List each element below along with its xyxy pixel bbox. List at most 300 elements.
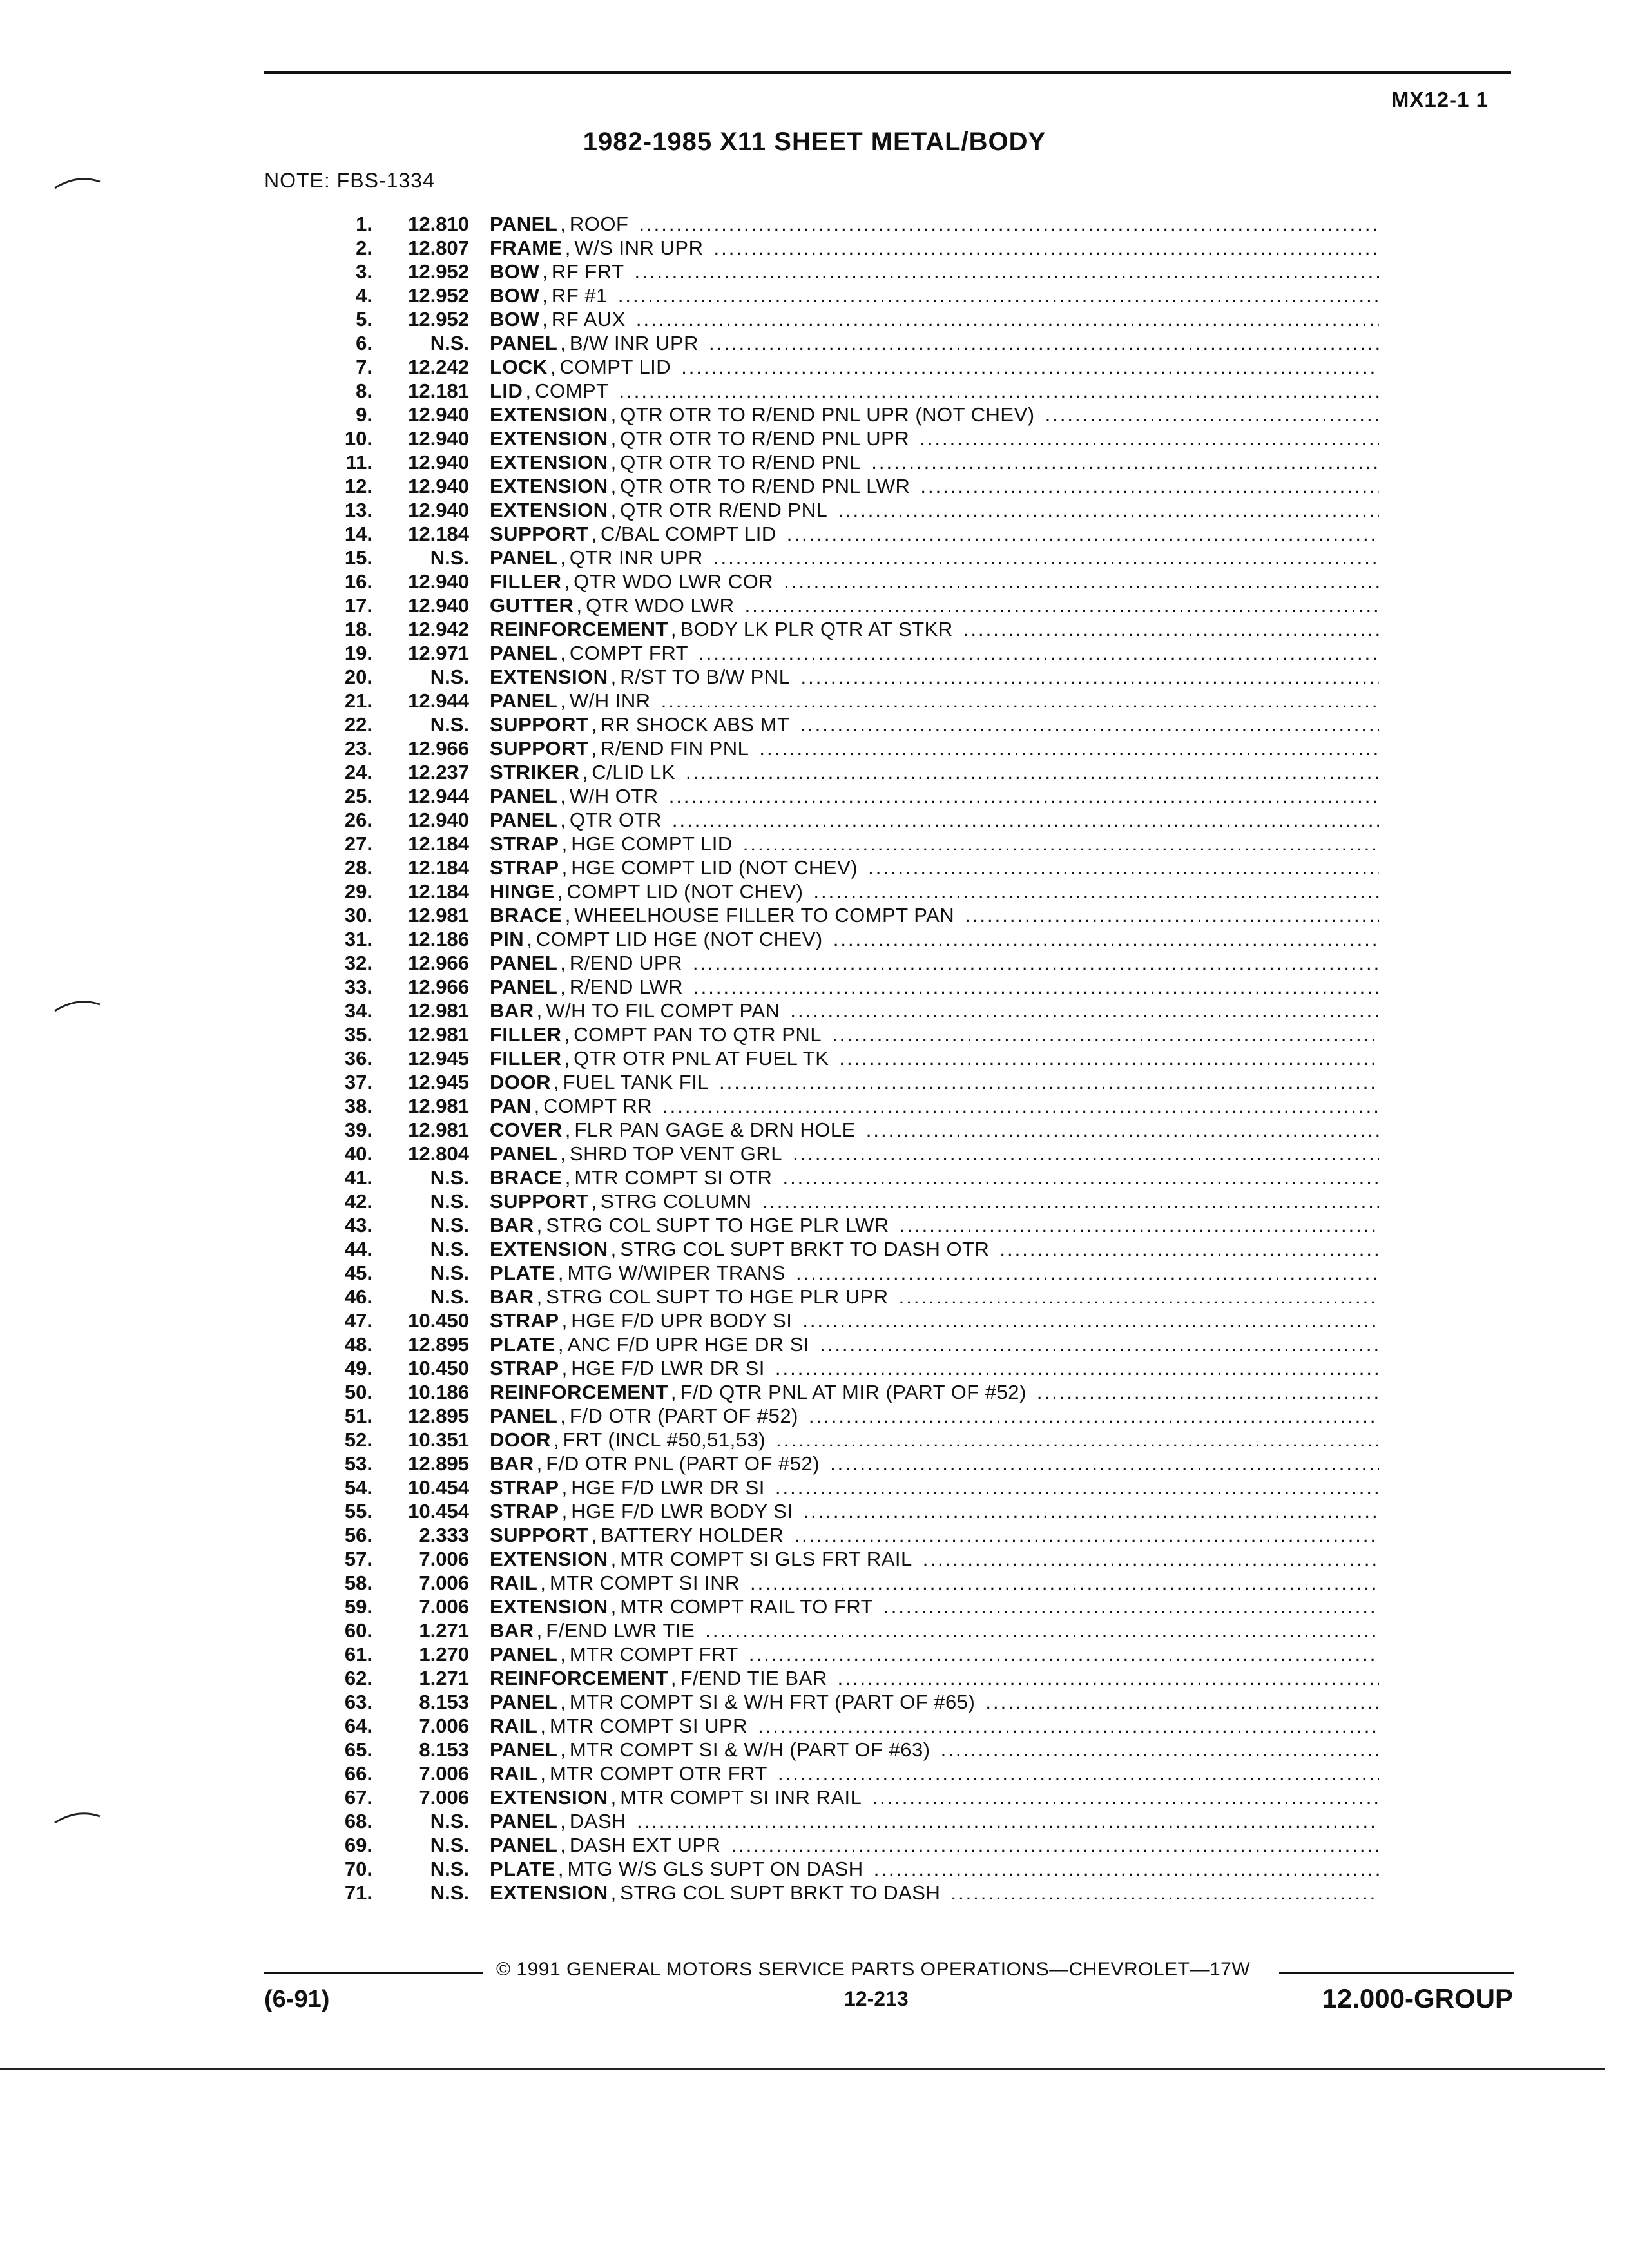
part-description: MTR COMPT RAIL TO FRT	[620, 1595, 874, 1618]
part-row	[284, 1571, 1379, 1595]
part-name: BAR	[490, 1285, 534, 1308]
dot-leader	[787, 523, 1379, 546]
group-number: 12.181	[408, 380, 469, 402]
separator: ,	[560, 1643, 566, 1666]
part-name: BAR	[490, 1452, 534, 1475]
part-description: HGE COMPT LID (NOT CHEV)	[571, 856, 858, 879]
group-number: 12.895	[408, 1405, 469, 1427]
part-description: QTR OTR	[569, 809, 662, 831]
dot-leader	[693, 975, 1379, 999]
part-description: ROOF	[569, 213, 629, 235]
part-number: 71.	[344, 1881, 372, 1904]
group-number: 12.807	[408, 236, 469, 259]
group-number: N.S.	[430, 1238, 469, 1260]
part-name: COVER	[490, 1119, 563, 1141]
part-description: QTR WDO LWR	[586, 594, 735, 617]
group-number: 12.940	[408, 403, 469, 426]
dot-leader	[883, 1595, 1379, 1619]
part-description: C/LID LK	[592, 761, 675, 783]
part-description: MTR COMPT FRT	[569, 1643, 738, 1666]
part-row	[284, 761, 1379, 785]
part-number: 61.	[344, 1643, 372, 1666]
separator: ,	[536, 1214, 543, 1236]
part-number: 32.	[344, 952, 372, 974]
part-description: HGE F/D UPR BODY SI	[571, 1309, 793, 1332]
punch-mark	[52, 995, 103, 1015]
part-number: 17.	[344, 594, 372, 617]
dot-leader	[681, 356, 1379, 379]
part-description: ANC F/D UPR HGE DR SI	[567, 1333, 810, 1356]
part-description: QTR OTR PNL AT FUEL TK	[574, 1047, 829, 1070]
separator: ,	[610, 1595, 617, 1618]
group-number: N.S.	[430, 1285, 469, 1308]
dot-leader	[820, 1333, 1379, 1356]
part-number: 11.	[345, 451, 372, 474]
dot-leader	[985, 1691, 1379, 1714]
part-number: 2.	[356, 236, 372, 259]
part-description: MTR COMPT SI & W/H (PART OF #63)	[569, 1738, 930, 1761]
part-row	[284, 928, 1379, 952]
part-name: RAIL	[490, 1762, 538, 1785]
part-name: BOW	[490, 260, 540, 283]
separator: ,	[560, 546, 566, 569]
group-number: 10.450	[408, 1357, 469, 1379]
note: NOTE: FBS-1334	[264, 169, 435, 192]
part-number: 53.	[344, 1452, 372, 1475]
part-row	[284, 832, 1379, 856]
part-number: 50.	[344, 1381, 372, 1403]
part-row	[284, 356, 1379, 380]
group-number: 12.952	[408, 284, 469, 307]
separator: ,	[525, 380, 532, 402]
part-number: 67.	[344, 1786, 372, 1809]
dot-leader	[941, 1738, 1379, 1762]
separator: ,	[610, 427, 617, 450]
part-name: BAR	[490, 1619, 534, 1642]
dot-leader	[699, 642, 1379, 665]
part-description: QTR INR UPR	[569, 546, 703, 569]
separator: ,	[564, 1023, 570, 1046]
group-number: N.S.	[430, 546, 469, 569]
part-number: 27.	[344, 832, 372, 855]
part-name: REINFORCEMENT	[490, 1667, 668, 1689]
part-row	[284, 689, 1379, 713]
part-number: 4.	[356, 284, 372, 307]
part-description: W/S INR UPR	[574, 236, 704, 259]
part-row	[284, 1643, 1379, 1667]
bottom-rule	[0, 2068, 1605, 2070]
part-number: 60.	[344, 1619, 372, 1642]
separator: ,	[554, 1071, 559, 1093]
part-name: EXTENSION	[490, 666, 608, 688]
part-description: MTG W/WIPER TRANS	[567, 1262, 786, 1284]
part-row	[284, 1858, 1379, 1881]
dot-leader	[813, 880, 1379, 903]
part-number: 69.	[344, 1834, 372, 1856]
part-name: PANEL	[490, 1405, 558, 1427]
part-name: BRACE	[490, 904, 563, 927]
dot-leader	[1045, 403, 1379, 427]
part-description: R/END UPR	[569, 952, 682, 974]
group-number: 12.945	[408, 1071, 469, 1093]
dot-leader	[793, 1142, 1379, 1166]
separator: ,	[561, 1500, 568, 1523]
group-number: 12.981	[408, 1119, 469, 1141]
part-number: 28.	[344, 856, 372, 879]
part-description: COMPT	[535, 380, 609, 402]
group-number: 8.153	[419, 1738, 469, 1761]
part-name: BOW	[490, 308, 540, 331]
dot-leader	[759, 737, 1379, 760]
part-number: 44.	[344, 1238, 372, 1260]
separator: ,	[536, 1619, 543, 1642]
part-row	[284, 713, 1379, 737]
dot-leader	[794, 1524, 1379, 1547]
separator: ,	[526, 928, 532, 950]
part-row	[284, 1023, 1379, 1047]
part-description: COMPT LID (NOT CHEV)	[566, 880, 804, 903]
part-description: C/BAL COMPT LID	[600, 523, 776, 545]
part-name: STRAP	[490, 1357, 559, 1379]
separator: ,	[564, 1119, 571, 1141]
part-name: STRAP	[490, 1309, 559, 1332]
part-number: 30.	[344, 904, 372, 927]
part-row	[284, 1405, 1379, 1428]
part-description: FLR PAN GAGE & DRN HOLE	[574, 1119, 856, 1141]
group-number: 12.940	[408, 427, 469, 450]
separator: ,	[610, 1238, 617, 1260]
separator: ,	[536, 1285, 543, 1308]
part-name: SUPPORT	[490, 737, 589, 760]
parts-list	[284, 213, 1379, 1905]
group-number: 12.981	[408, 999, 469, 1022]
part-name: PANEL	[490, 809, 558, 831]
separator: ,	[534, 1095, 540, 1117]
part-row	[284, 1500, 1379, 1524]
part-number: 56.	[344, 1524, 372, 1546]
part-number: 68.	[344, 1810, 372, 1832]
part-description: HGE F/D LWR DR SI	[571, 1357, 765, 1379]
part-row	[284, 1428, 1379, 1452]
part-number: 57.	[344, 1548, 372, 1570]
part-number: 64.	[344, 1715, 372, 1737]
separator: ,	[560, 1691, 566, 1713]
group-number: 7.006	[419, 1548, 469, 1570]
part-row	[284, 1452, 1379, 1476]
dot-leader	[802, 1309, 1379, 1332]
group-number: 12.971	[408, 642, 469, 664]
separator: ,	[557, 880, 563, 903]
separator: ,	[610, 475, 617, 497]
part-row	[284, 1333, 1379, 1357]
group-number: 10.454	[408, 1476, 469, 1499]
part-number: 19.	[344, 642, 372, 664]
part-description: DASH	[569, 1810, 627, 1832]
part-row	[284, 451, 1379, 475]
part-row	[284, 975, 1379, 999]
group-number: 12.944	[408, 785, 469, 807]
part-name: EXTENSION	[490, 403, 608, 426]
dot-leader	[784, 570, 1379, 593]
part-number: 20.	[344, 666, 372, 688]
part-name: PANEL	[490, 975, 558, 998]
dot-leader	[803, 1500, 1379, 1523]
separator: ,	[560, 952, 566, 974]
dot-leader	[838, 499, 1379, 522]
part-row	[284, 1738, 1379, 1762]
separator: ,	[542, 260, 548, 283]
part-row	[284, 1285, 1379, 1309]
part-name: BAR	[490, 999, 534, 1022]
part-row	[284, 1667, 1379, 1691]
part-name: FILLER	[490, 1023, 562, 1046]
part-name: SUPPORT	[490, 713, 589, 736]
dot-leader	[800, 666, 1379, 689]
group-number: 7.006	[419, 1715, 469, 1737]
part-description: RR SHOCK ABS MT	[600, 713, 790, 736]
dot-leader	[790, 999, 1379, 1023]
part-row	[284, 737, 1379, 761]
part-description: DASH EXT UPR	[569, 1834, 721, 1856]
part-description: R/ST TO B/W PNL	[620, 666, 791, 688]
part-name: PANEL	[490, 1643, 558, 1666]
part-description: COMPT LID	[559, 356, 671, 378]
part-name: FRAME	[490, 236, 563, 259]
dot-leader	[662, 1095, 1379, 1118]
group-number: N.S.	[430, 1881, 469, 1904]
separator: ,	[557, 1333, 564, 1356]
dot-leader	[868, 856, 1379, 879]
part-name: RAIL	[490, 1715, 538, 1737]
group-number: 12.940	[408, 475, 469, 497]
separator: ,	[564, 1047, 570, 1070]
part-number: 12.	[344, 475, 372, 497]
group-number: N.S.	[430, 1834, 469, 1856]
part-row	[284, 1214, 1379, 1238]
part-description: QTR WDO LWR COR	[574, 570, 774, 593]
separator: ,	[560, 642, 566, 664]
group-number: 12.184	[408, 523, 469, 545]
part-row	[284, 570, 1379, 594]
group-number: N.S.	[430, 1810, 469, 1832]
group-number: N.S.	[430, 666, 469, 688]
sheet-id: MX12-1 1	[1391, 88, 1489, 111]
dot-leader	[920, 427, 1379, 450]
separator: ,	[582, 761, 588, 783]
dot-leader	[775, 1357, 1379, 1380]
separator: ,	[560, 332, 566, 354]
group-number: 10.186	[408, 1381, 469, 1403]
part-number: 35.	[344, 1023, 372, 1046]
separator: ,	[560, 975, 566, 998]
part-number: 42.	[344, 1190, 372, 1213]
group-number: 12.940	[408, 451, 469, 474]
part-row	[284, 1834, 1379, 1858]
part-name: PANEL	[490, 1834, 558, 1856]
part-row	[284, 380, 1379, 403]
part-number: 63.	[344, 1691, 372, 1713]
separator: ,	[560, 1810, 566, 1832]
part-number: 5.	[356, 308, 372, 331]
group-number: 2.333	[419, 1524, 469, 1546]
part-number: 29.	[344, 880, 372, 903]
dot-leader	[775, 1476, 1379, 1499]
part-description: RF AUX	[551, 308, 626, 331]
part-row	[284, 952, 1379, 975]
part-description: STRG COL SUPT TO HGE PLR UPR	[546, 1285, 889, 1308]
part-row	[284, 904, 1379, 928]
part-name: DOOR	[490, 1071, 551, 1093]
dot-leader	[637, 1810, 1379, 1833]
part-number: 24.	[344, 761, 372, 783]
part-row	[284, 785, 1379, 809]
part-row	[284, 1142, 1379, 1166]
part-number: 65.	[344, 1738, 372, 1761]
part-number: 16.	[344, 570, 372, 593]
punch-mark	[52, 1807, 103, 1827]
separator: ,	[591, 1190, 597, 1213]
part-row	[284, 1762, 1379, 1786]
part-row	[284, 642, 1379, 666]
dot-leader	[749, 1643, 1379, 1666]
separator: ,	[540, 1762, 546, 1785]
part-row	[284, 1309, 1379, 1333]
dot-leader	[705, 1619, 1379, 1642]
separator: ,	[550, 356, 556, 378]
part-name: EXTENSION	[490, 1881, 608, 1904]
part-number: 21.	[344, 689, 372, 712]
part-description: W/H TO FIL COMPT PAN	[546, 999, 780, 1022]
part-name: SUPPORT	[490, 1524, 589, 1546]
separator: ,	[564, 236, 571, 259]
group-number: N.S.	[430, 713, 469, 736]
copyright: © 1991 GENERAL MOTORS SERVICE PARTS OPERATIONS—CHEVROLET—17W	[496, 1959, 1251, 1980]
part-number: 39.	[344, 1119, 372, 1141]
part-number: 6.	[356, 332, 372, 354]
group-number: 12.940	[408, 809, 469, 831]
part-row	[284, 1119, 1379, 1142]
separator: ,	[557, 1262, 564, 1284]
part-number: 13.	[344, 499, 372, 521]
part-description: WHEELHOUSE FILLER TO COMPT PAN	[574, 904, 955, 927]
part-description: MTR COMPT SI UPR	[549, 1715, 748, 1737]
dot-leader	[635, 260, 1379, 284]
separator: ,	[560, 1142, 566, 1165]
group-number: 8.153	[419, 1691, 469, 1713]
group-number: N.S.	[430, 1190, 469, 1213]
group-number: 10.450	[408, 1309, 469, 1332]
separator: ,	[670, 1381, 677, 1403]
group-number: 12.940	[408, 570, 469, 593]
part-row	[284, 1715, 1379, 1738]
part-number: 59.	[344, 1595, 372, 1618]
dot-leader	[713, 546, 1379, 570]
part-description: MTR COMPT OTR FRT	[549, 1762, 767, 1785]
part-name: GUTTER	[490, 594, 574, 617]
part-name: PANEL	[490, 642, 558, 664]
footer-rule-right	[1279, 1972, 1514, 1974]
part-row	[284, 1786, 1379, 1810]
group-number: N.S.	[430, 1262, 469, 1284]
part-row	[284, 427, 1379, 451]
part-number: 31.	[344, 928, 372, 950]
separator: ,	[557, 1858, 564, 1880]
revision-date: (6-91)	[264, 1986, 330, 2013]
dot-leader	[639, 213, 1379, 236]
group-number: 1.271	[419, 1619, 469, 1642]
dot-leader	[672, 809, 1379, 832]
dot-leader	[750, 1571, 1379, 1595]
part-row	[284, 618, 1379, 642]
part-row	[284, 856, 1379, 880]
part-number: 51.	[344, 1405, 372, 1427]
part-name: BOW	[490, 284, 540, 307]
group-number: N.S.	[430, 332, 469, 354]
part-number: 34.	[344, 999, 372, 1022]
group-number: 12.895	[408, 1452, 469, 1475]
part-row	[284, 880, 1379, 904]
part-name: PANEL	[490, 546, 558, 569]
part-number: 14.	[344, 523, 372, 545]
footer-rule-left	[264, 1972, 483, 1974]
part-name: EXTENSION	[490, 427, 608, 450]
part-description: HGE F/D LWR DR SI	[571, 1476, 765, 1499]
dot-leader	[900, 1214, 1379, 1237]
dot-leader	[874, 1858, 1379, 1881]
part-row	[284, 666, 1379, 689]
separator: ,	[536, 1452, 543, 1475]
dot-leader	[838, 1667, 1379, 1690]
separator: ,	[560, 1834, 566, 1856]
separator: ,	[591, 523, 597, 545]
part-name: FILLER	[490, 1047, 562, 1070]
part-number: 38.	[344, 1095, 372, 1117]
part-description: QTR OTR TO R/END PNL UPR (NOT CHEV)	[620, 403, 1035, 426]
group-number: 7.006	[419, 1786, 469, 1809]
part-name: RAIL	[490, 1571, 538, 1594]
group-number: 1.270	[419, 1643, 469, 1666]
part-description: COMPT FRT	[569, 642, 689, 664]
dot-leader	[839, 1047, 1379, 1070]
separator: ,	[564, 1166, 571, 1189]
dot-leader	[963, 618, 1379, 641]
part-description: MTR COMPT SI INR	[549, 1571, 740, 1594]
part-description: HGE COMPT LID	[571, 832, 733, 855]
group-number: 12.940	[408, 594, 469, 617]
part-name: PANEL	[490, 952, 558, 974]
dot-leader	[778, 1762, 1379, 1785]
part-description: FUEL TANK FIL	[563, 1071, 709, 1093]
part-row	[284, 1357, 1379, 1381]
part-description: F/END LWR TIE	[546, 1619, 695, 1642]
separator: ,	[610, 666, 617, 688]
part-number: 52.	[344, 1428, 372, 1451]
part-number: 54.	[344, 1476, 372, 1499]
part-number: 3.	[356, 260, 372, 283]
part-description: W/H INR	[569, 689, 651, 712]
part-name: SUPPORT	[490, 1190, 589, 1213]
dot-leader	[776, 1428, 1379, 1452]
dot-leader	[693, 952, 1379, 975]
part-description: QTR OTR TO R/END PNL	[620, 451, 862, 474]
separator: ,	[560, 213, 566, 235]
part-name: STRAP	[490, 856, 559, 879]
separator: ,	[670, 618, 677, 640]
page-title: 1982-1985 X11 SHEET METAL/BODY	[583, 128, 1046, 156]
separator: ,	[560, 785, 566, 807]
dot-leader	[920, 475, 1379, 498]
part-description: SHRD TOP VENT GRL	[569, 1142, 782, 1165]
